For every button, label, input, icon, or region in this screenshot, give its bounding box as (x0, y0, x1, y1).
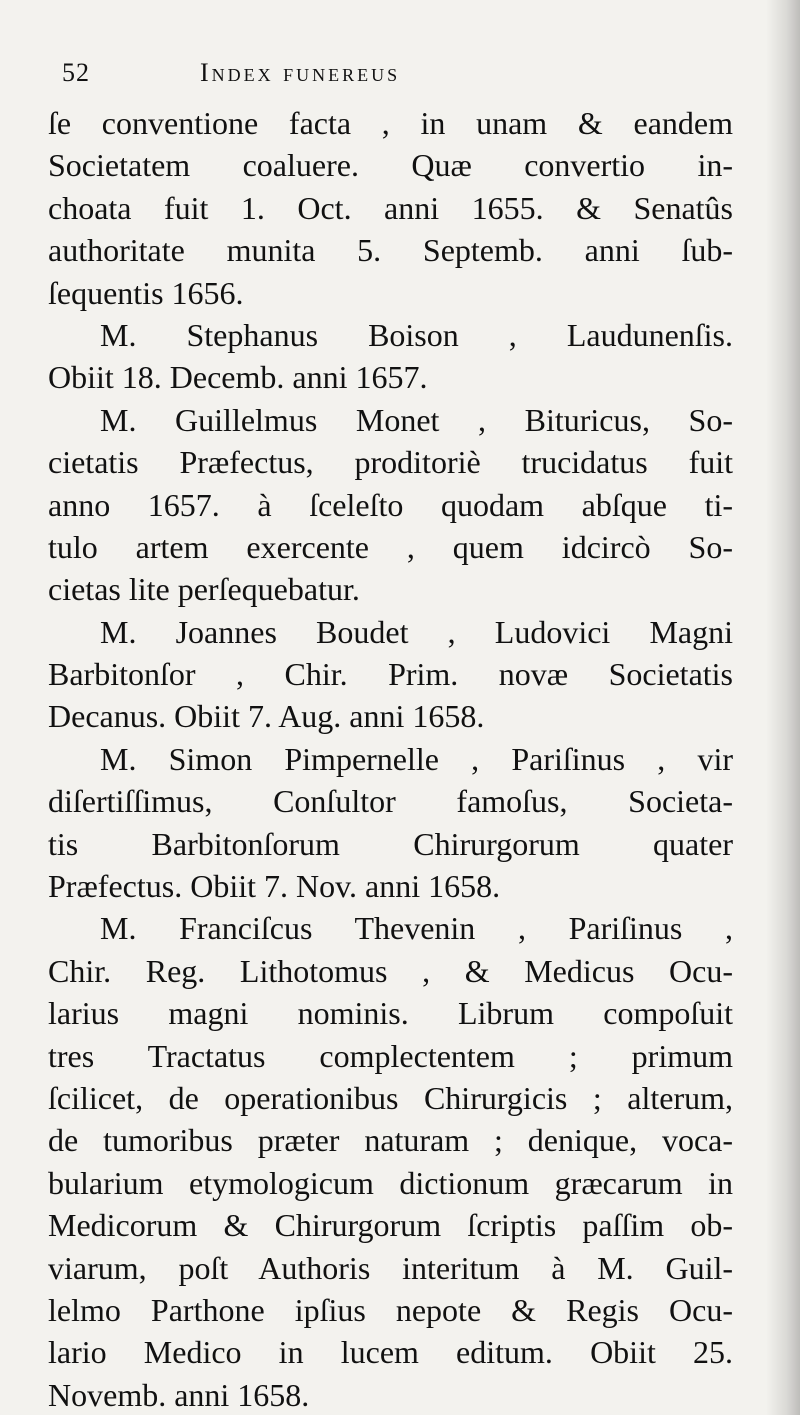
text-line: tis Barbitonſorum Chirurgorum quater (48, 825, 733, 862)
page-text-block (48, 58, 738, 1415)
text-line: bularium etymologicum dictionum græcarum in (48, 1164, 733, 1201)
text-line: lelmo Parthone ipſius nepote & Regis Ocu- (48, 1291, 733, 1328)
text-line: anno 1657. à ſceleſto quodam abſque ti- (48, 486, 733, 523)
text-line: M. Stephanus Boison , Laudunenſis. (100, 316, 733, 353)
running-title: Index funereus (200, 58, 401, 87)
text-line: lario Medico in lucem editum. Obiit 25. (48, 1334, 733, 1371)
text-line: Societatem coaluere. Quæ convertio in- (48, 147, 733, 184)
text-line: ſequentis 1656. (48, 274, 244, 311)
text-line: Novemb. anni 1658. (48, 1376, 310, 1413)
text-line: cietatis Præfectus, proditoriè trucidatus fuit (48, 444, 733, 481)
text-line: M. Guillelmus Monet , Bituricus, So- (100, 401, 733, 438)
page-number: 52 (62, 58, 90, 87)
text-line: Barbitonſor , Chir. Prim. novæ Societatis (48, 656, 733, 693)
body-text (48, 102, 738, 1415)
running-head (48, 58, 738, 102)
text-line: M. Franciſcus Thevenin , Pariſinus , (100, 910, 733, 947)
text-line: authoritate munita 5. Septemb. anni ſub- (48, 232, 733, 269)
text-line: choata fuit 1. Oct. anni 1655. & Senatûs (48, 189, 733, 226)
text-line: ſcilicet, de operationibus Chirurgicis ; alterum, (48, 1079, 733, 1116)
text-line: cietas lite perſequebatur. (48, 571, 360, 608)
text-line: diſertiſſimus, Conſultor famoſus, Societa- (48, 783, 733, 820)
text-line: ſe conventione facta , in unam & eandem (48, 105, 733, 141)
text-line: tulo artem exercente , quem idcircò So- (48, 528, 733, 565)
text-line: tres Tractatus complectentem ; primum (48, 1037, 733, 1074)
text-line: de tumoribus præter naturam ; denique, voca- (48, 1122, 733, 1159)
text-line: viarum, poſt Authoris interitum à M. Guil- (48, 1249, 733, 1286)
text-line: Obiit 18. Decemb. anni 1657. (48, 359, 428, 396)
text-line: Medicorum & Chirurgorum ſcriptis paſſim ob- (48, 1207, 733, 1244)
text-line: Præfectus. Obiit 7. Nov. anni 1658. (48, 868, 501, 905)
text-line: Chir. Reg. Lithotomus , & Medicus Ocu- (48, 952, 733, 989)
text-line: M. Joannes Boudet , Ludovici Magni (100, 613, 733, 650)
text-line: larius magni nominis. Librum compoſuit (48, 995, 733, 1032)
text-line: M. Simon Pimpernelle , Pariſinus , vir (100, 740, 733, 777)
text-line: Decanus. Obiit 7. Aug. anni 1658. (48, 698, 485, 735)
page-edge-shadow (766, 0, 800, 1415)
